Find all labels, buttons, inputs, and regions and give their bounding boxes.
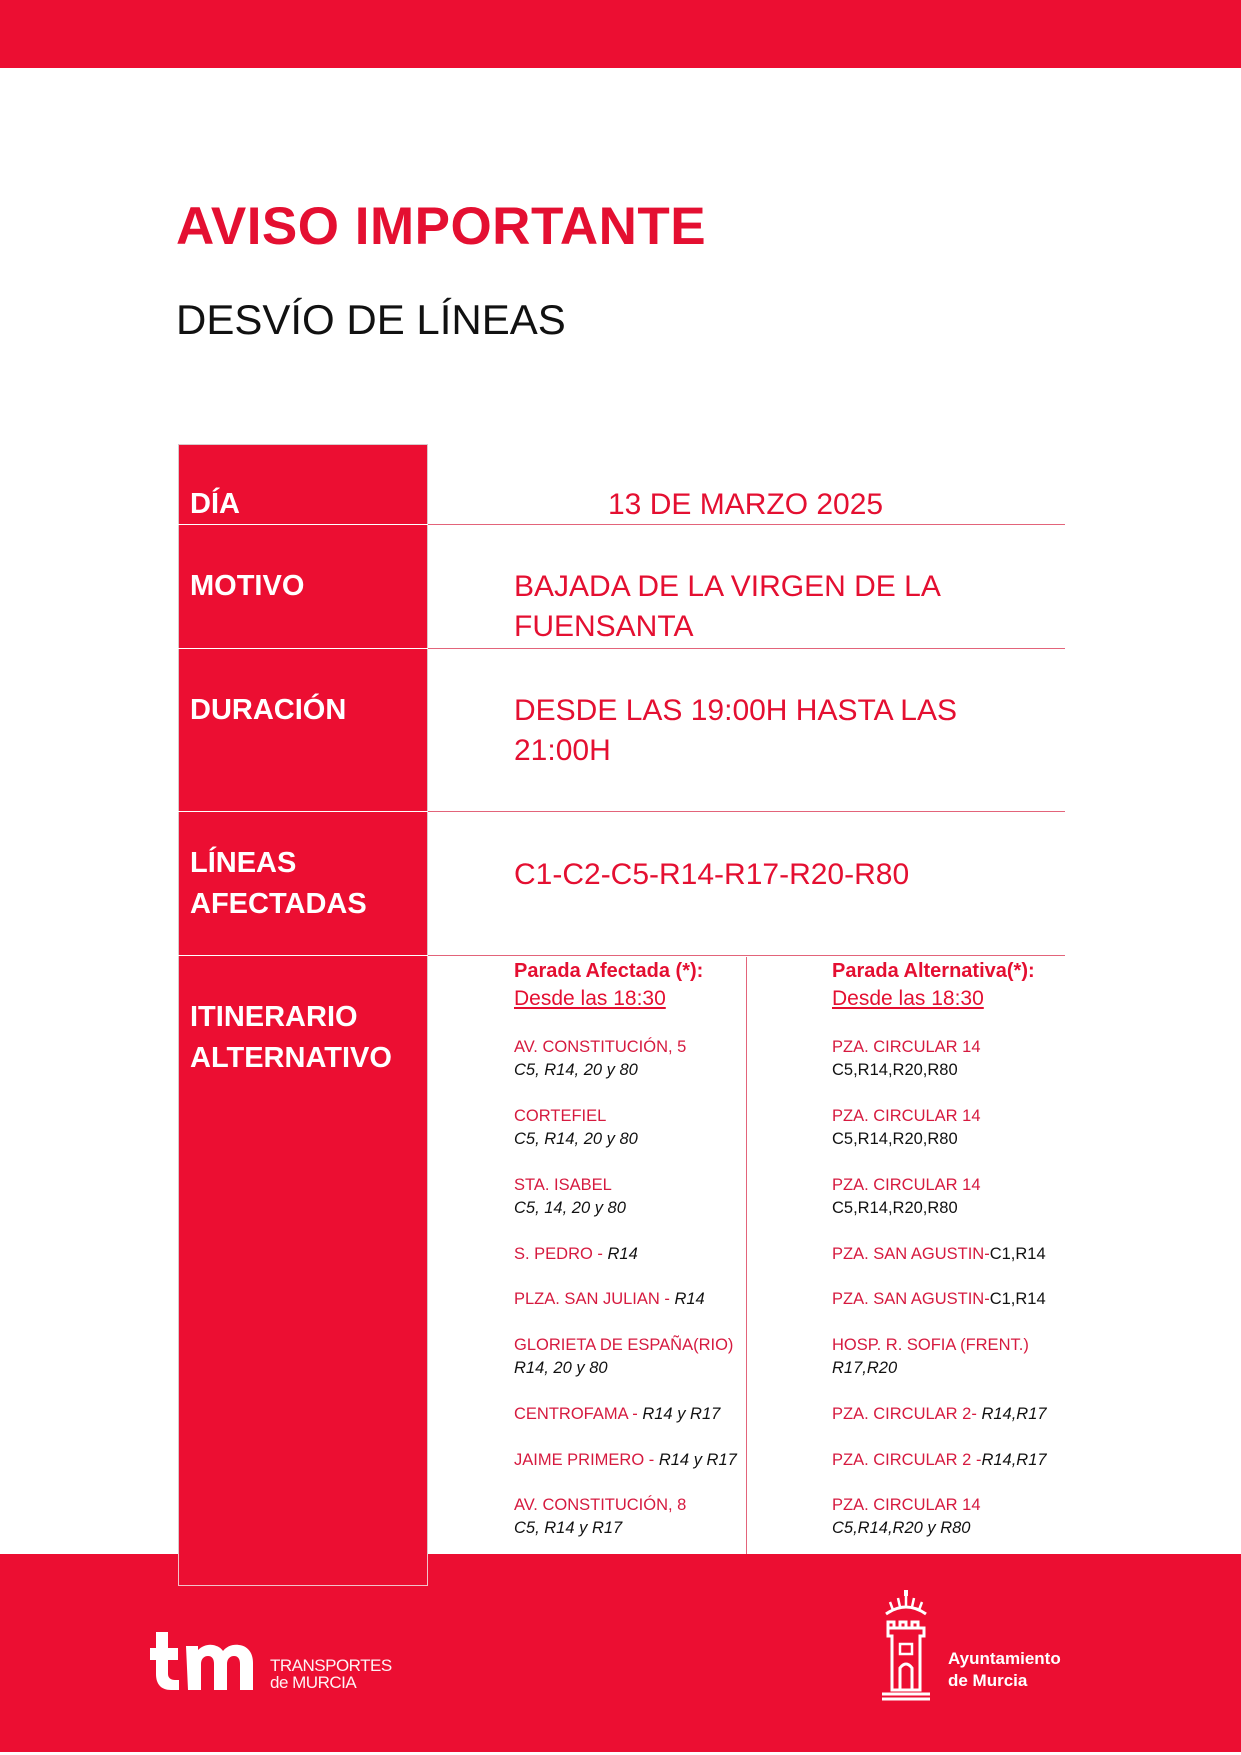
alternative-stop: PZA. SAN AGUSTIN-C1,R14 (832, 1290, 1046, 1308)
affected-header (514, 957, 703, 1013)
label-dia: DÍA (190, 488, 240, 520)
affected-stop: S. PEDRO - R14 (514, 1245, 638, 1263)
value-motivo-line1: BAJADA DE LA VIRGEN DE LA (514, 570, 941, 603)
affected-stop: STA. ISABEL C5, 14, 20 y 80 (514, 1176, 626, 1217)
tm-logo-icon (150, 1628, 268, 1692)
label-itinerario-line1: ITINERARIO (190, 1001, 358, 1033)
affected-stop: AV. CONSTITUCIÓN, 8 C5, R14 y R17 (514, 1496, 687, 1537)
column-divider (746, 957, 747, 1554)
affected-stop: AV. CONSTITUCIÓN, 5 C5, R14, 20 y 80 (514, 1038, 687, 1079)
affected-stop: GLORIETA DE ESPAÑA(RIO) R14, 20 y 80 (514, 1336, 734, 1377)
alternative-stop: PZA. CIRCULAR 14 C5,R14,R20,R80 (832, 1038, 981, 1079)
label-lineas (190, 843, 367, 925)
alternative-stop: PZA. CIRCULAR 14 C5,R14,R20,R80 (832, 1107, 981, 1148)
label-motivo: MOTIVO (190, 570, 305, 602)
transportes-murcia-logo (150, 1628, 268, 1697)
ayuntamiento-text: Ayuntamiento de Murcia (948, 1649, 1061, 1690)
alternative-stop: PZA. CIRCULAR 14 C5,R14,R20,R80 (832, 1176, 981, 1217)
value-lineas: C1-C2-C5-R14-R17-R20-R80 (514, 858, 910, 891)
label-lineas-line2: AFECTADAS (190, 888, 367, 920)
affected-since: Desde las 18:30 (514, 987, 666, 1010)
label-itinerario-line2: ALTERNATIVO (190, 1042, 392, 1074)
alternative-stop: PZA. CIRCULAR 2- R14,R17 (832, 1405, 1047, 1423)
page-subtitle: DESVÍO DE LÍNEAS (176, 296, 566, 343)
tm-logo-text: TRANSPORTES de MURCIA (270, 1656, 392, 1692)
alternative-heading: Parada Alternativa(*): (832, 960, 1035, 982)
affected-stop: JAIME PRIMERO - R14 y R17 (514, 1451, 737, 1469)
alternative-stop: HOSP. R. SOFIA (FRENT.) R17,R20 (832, 1336, 1029, 1377)
affected-heading: Parada Afectada (*): (514, 960, 704, 982)
value-duracion (514, 691, 957, 771)
value-duracion-line1: DESDE LAS 19:00H HASTA LAS (514, 694, 957, 727)
castle-crest-icon (878, 1588, 934, 1704)
top-red-bar (0, 0, 1241, 68)
value-motivo-line2: FUENSANTA (514, 610, 694, 643)
value-motivo (514, 567, 941, 647)
alternative-header (832, 957, 1035, 1013)
label-lineas-line1: LÍNEAS (190, 847, 297, 879)
alternative-stop: PZA. CIRCULAR 14 C5,R14,R20 y R80 (832, 1496, 981, 1537)
label-itinerario (190, 997, 392, 1079)
alternative-stop: PZA. CIRCULAR 2 -R14,R17 (832, 1451, 1047, 1469)
alternative-since: Desde las 18:30 (832, 987, 984, 1010)
ayuntamiento-crest (878, 1588, 934, 1709)
affected-stop: CORTEFIEL C5, R14, 20 y 80 (514, 1107, 638, 1148)
affected-stop: CENTROFAMA - R14 y R17 (514, 1405, 721, 1423)
affected-stop: PLZA. SAN JULIAN - R14 (514, 1290, 705, 1308)
value-dia: 13 DE MARZO 2025 (608, 488, 884, 521)
value-duracion-line2: 21:00H (514, 734, 611, 767)
label-duracion: DURACIÓN (190, 694, 347, 726)
page-title: AVISO IMPORTANTE (176, 197, 707, 256)
alternative-stop: PZA. SAN AGUSTIN-C1,R14 (832, 1245, 1046, 1263)
